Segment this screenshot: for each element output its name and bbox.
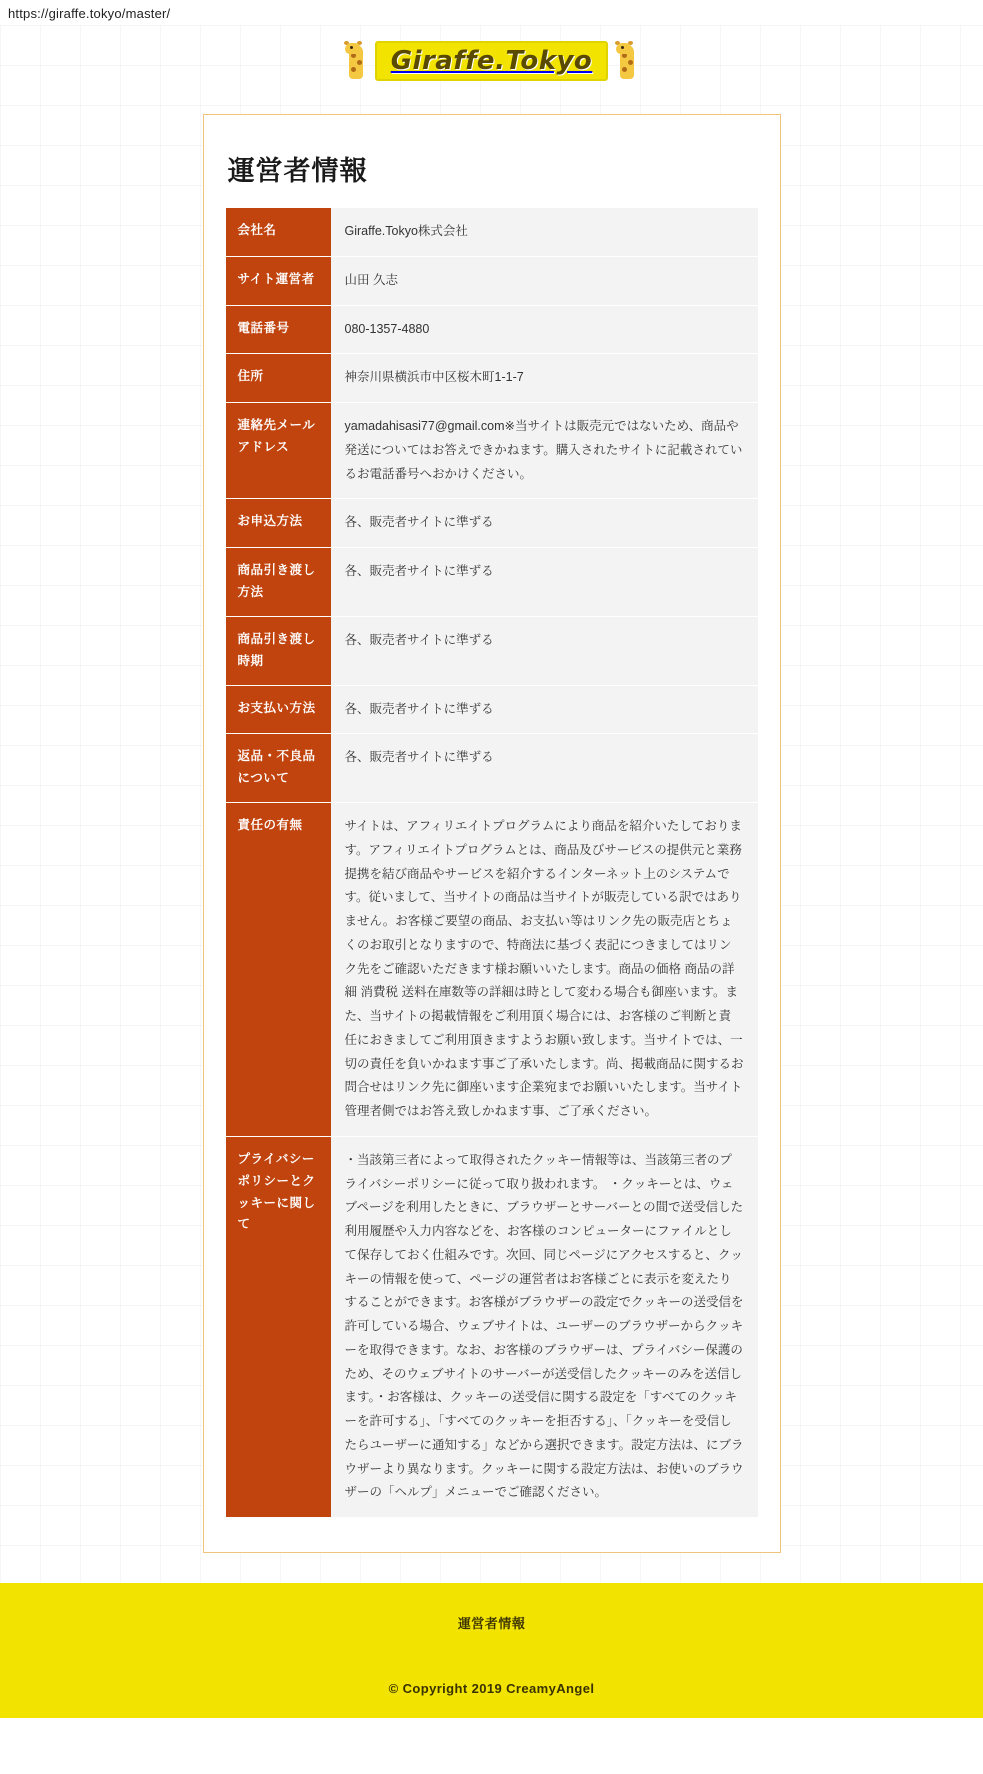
giraffe-icon <box>343 41 369 81</box>
table-row <box>226 1136 758 1517</box>
table-row-label: 連絡先メールアドレス <box>226 403 331 499</box>
table-row <box>226 685 758 734</box>
browser-url-bar[interactable]: https://giraffe.tokyo/master/ <box>8 6 171 21</box>
table-row <box>226 305 758 354</box>
copyright-text: © Copyright 2019 CreamyAngel <box>0 1647 983 1718</box>
page-title: 運営者情報 <box>227 156 368 186</box>
table-row <box>226 354 758 403</box>
table-row <box>226 403 758 499</box>
operator-info-table <box>226 208 758 1518</box>
table-row-label: 商品引き渡し方法 <box>226 548 331 617</box>
table-row-value: 各、販売者サイトに準ずる <box>331 499 758 548</box>
table-row-value: 各、販売者サイトに準ずる <box>331 616 758 685</box>
table-row-value: 各、販売者サイトに準ずる <box>331 734 758 803</box>
table-row-label: お申込方法 <box>226 499 331 548</box>
giraffe-icon <box>614 41 640 81</box>
table-row-label: お支払い方法 <box>226 685 331 734</box>
table-row <box>226 616 758 685</box>
table-row <box>226 256 758 305</box>
table-row-value: ・当該第三者によって取得されたクッキー情報等は、当該第三者のプライバシーポリシーに従って取り扱われます。 ・クッキーとは、ウェブページを利用したときに、ブラウザーとサーバーとの間で送受信した利用履歴や入力内容などを、お客様のコンピューターにファイルとして保存しておく仕組みです。次回、同じページにアクセスすると、クッキーの情報を使って、ページの運営者はお客様ごとに表示を変えたりすることができます。お客様がブラウザーの設定でクッキーの送受信を許可している場合、ウェブサイトは、ユーザーのブラウザーからクッキーを取得できます。なお、お客様のブラウザーは、プライバシー保護のため、そのウェブサイトのサーバーが送受信したクッキーのみを送信します。・お客様は、クッキーの送受信に関する設定を「すべてのクッキーを許可する」、「すべてのクッキーを拒否する」、「クッキーを受信したらユーザーに通知する」などから選択できます。設定方法は、にブラウザーより異なります。クッキーに関する設定方法は、お使いのブラウザーの「ヘルプ」メニューでご確認ください。 <box>331 1136 758 1517</box>
table-row-label: 商品引き渡し時期 <box>226 616 331 685</box>
table-row-label: サイト運営者 <box>226 256 331 305</box>
footer-link-operator-info[interactable]: 運営者情報 <box>457 1616 526 1631</box>
operator-info-table-body <box>226 208 758 1518</box>
table-row-value: yamadahisasi77@gmail.com※当サイトは販売元ではないため、商品や発送についてはお答えできかねます。購入されたサイトに記載されているお電話番号へおかけください。 <box>331 403 758 499</box>
table-row-value: 神奈川県横浜市中区桜木町1-1-7 <box>331 354 758 403</box>
table-row-value: サイトは、アフィリエイトプログラムにより商品を紹介いたしております。アフィリエイトプログラムとは、商品及びサービスの提供元と業務提携を結び商品やサービスを紹介するインターネット上のシステムです。従いまして、当サイトの商品は当サイトが販売している訳ではありません。お客様ご要望の商品、お支払い等はリンク先の販売店とちょくのお取引となりますので、特商法に基づく表記につきましてはリンク先をご確認いただきます様お願いいたします。商品の価格 商品の詳細 消費税 送料在庫数等の詳細は時として変わる場合も御座います。また、当サイトの掲載情報をご利用頂く場合には、お客様のご判断と責任におきましてご利用頂きますようお願い致します。当サイトでは、一切の責任を負いかねます事ご了承いたします。尚、掲載商品に関するお問合せはリンク先に御座います企業宛までお願いいたします。当サイト管理者側ではお答え致しかねます事、ご了承ください。 <box>331 803 758 1137</box>
content-panel <box>203 114 781 1553</box>
table-row <box>226 208 758 256</box>
table-row-value: 各、販売者サイトに準ずる <box>331 685 758 734</box>
table-row <box>226 803 758 1137</box>
table-row-value: Giraffe.Tokyo株式会社 <box>331 208 758 256</box>
table-row <box>226 734 758 803</box>
table-row-value: 080-1357-4880 <box>331 305 758 354</box>
table-row-label: プライバシーポリシーとクッキーに関して <box>226 1136 331 1517</box>
site-footer <box>0 1583 983 1647</box>
page-wrapper <box>0 25 983 1718</box>
table-row <box>226 499 758 548</box>
table-row-label: 電話番号 <box>226 305 331 354</box>
site-header <box>0 25 983 96</box>
table-row <box>226 548 758 617</box>
site-logo-text: Giraffe.Tokyo <box>375 41 609 81</box>
table-row-label: 住所 <box>226 354 331 403</box>
table-row-label: 返品・不良品について <box>226 734 331 803</box>
table-row-label: 責任の有無 <box>226 803 331 1137</box>
table-row-value: 山田 久志 <box>331 256 758 305</box>
table-row-label: 会社名 <box>226 208 331 256</box>
table-row-value: 各、販売者サイトに準ずる <box>331 548 758 617</box>
site-logo[interactable] <box>343 41 641 81</box>
